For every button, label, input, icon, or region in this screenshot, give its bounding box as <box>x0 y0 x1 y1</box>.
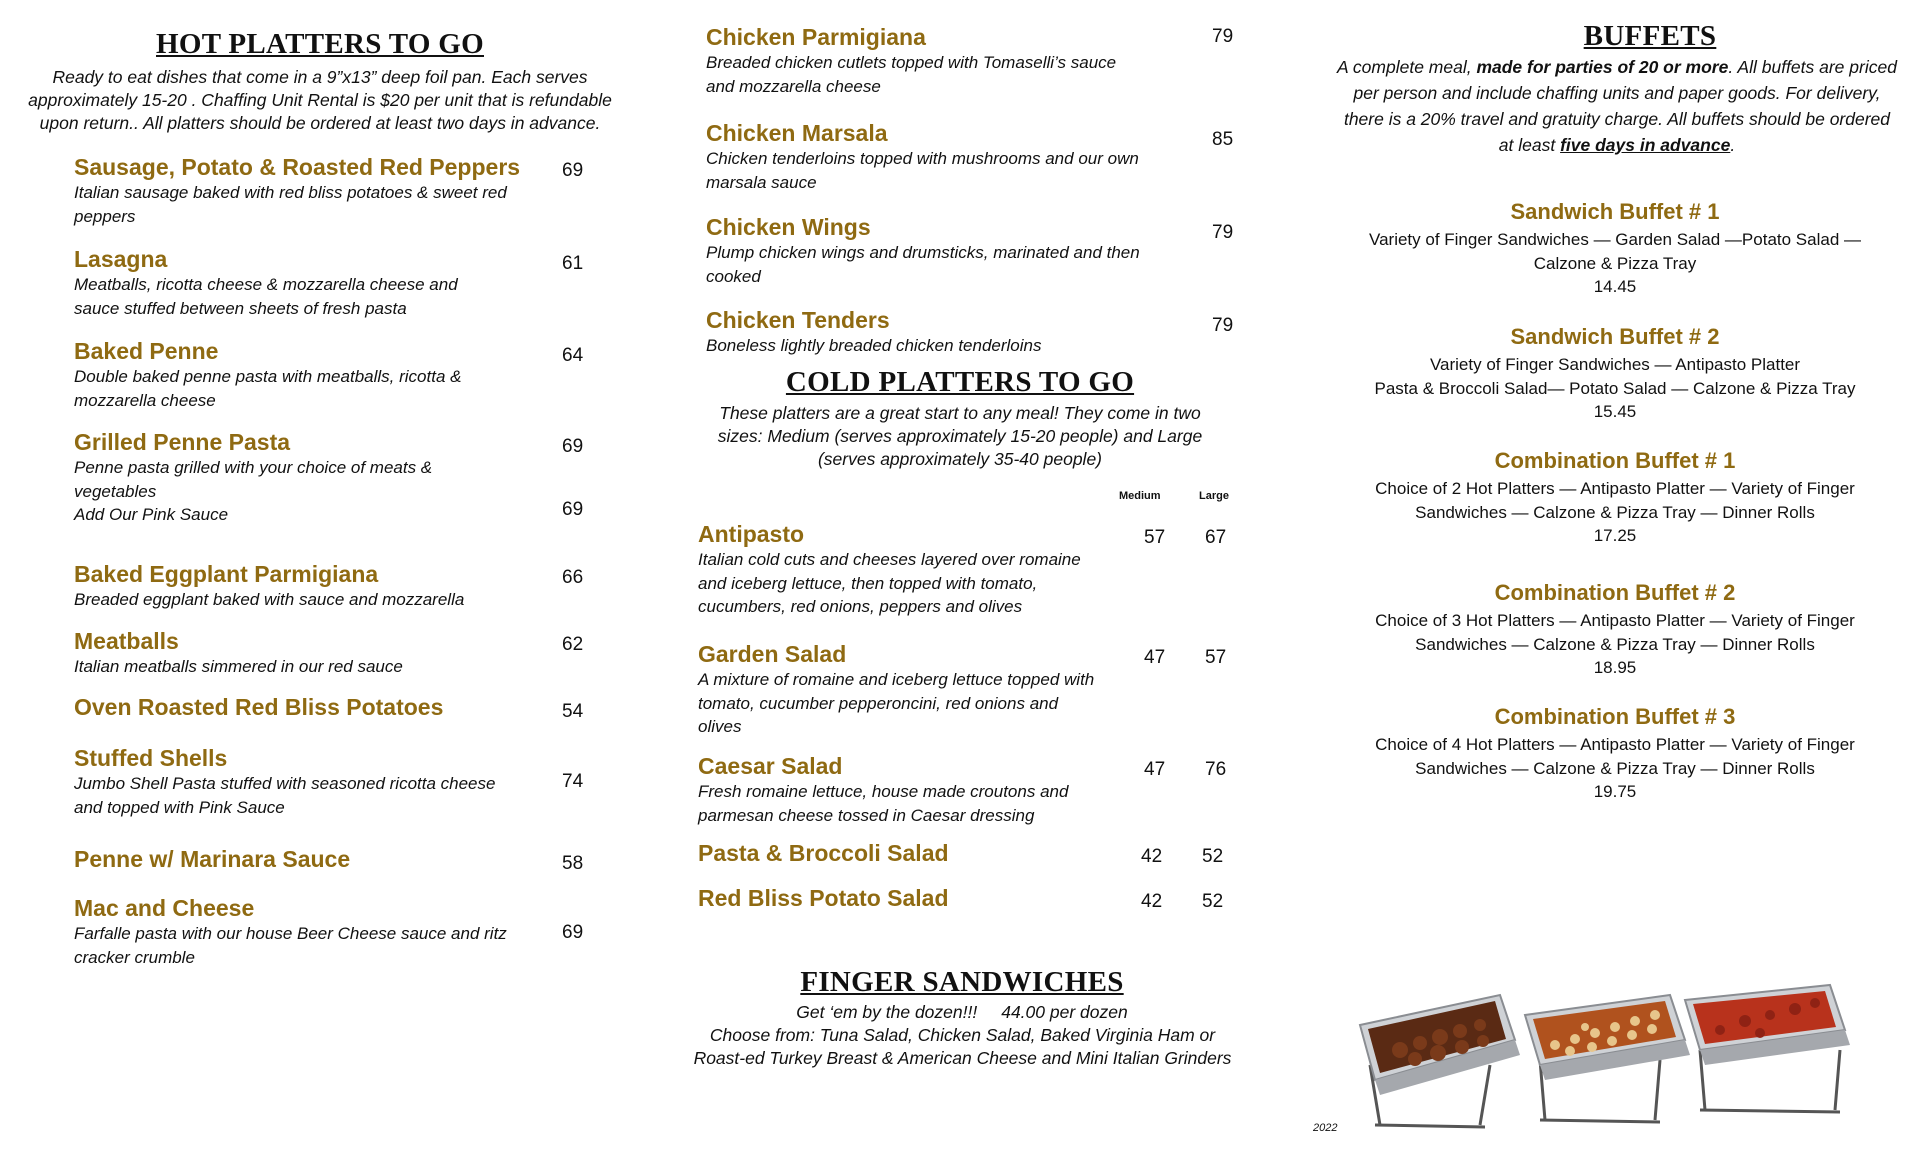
buffet-line: Pasta & Broccoli Salad— Potato Salad — Calzone & Pizza Tray <box>1374 378 1856 398</box>
buffet-name: Sandwich Buffet # 2 <box>1510 324 1720 349</box>
item-price: 79 <box>1212 315 1234 336</box>
buffets-intro-advance: five days in advance <box>1560 135 1731 155</box>
buffet-line: Choice of 4 Hot Platters — Antipasto Platter — Variety of Finger <box>1375 735 1855 754</box>
item-name: Chicken Marsala <box>706 120 888 146</box>
buffet-item <box>1315 324 1915 424</box>
column-header-large: Large <box>1199 490 1229 502</box>
buffet-item <box>1315 199 1915 299</box>
buffet-line: Variety of Finger Sandwiches — Garden Salad —Potato Salad — <box>1369 230 1861 249</box>
item-desc: Plump chicken wings and drumsticks, marinated and then cooked <box>706 243 1140 286</box>
item-price: 79 <box>1212 222 1234 243</box>
item-desc: Fresh romaine lettuce, house made croutons and parmesan cheese tossed in Caesar dressing <box>698 782 1069 825</box>
item-name: Garden Salad <box>698 641 847 667</box>
item-desc: Italian meatballs simmered in our red sauce <box>74 657 403 676</box>
item-desc: Penne pasta grilled with your choice of meats & vegetables <box>74 458 433 501</box>
finger-price: 44.00 per dozen <box>1001 1002 1128 1022</box>
item-name: Lasagna <box>74 246 168 272</box>
item-name: Red Bliss Potato Salad <box>698 885 949 911</box>
item-price-large: 76 <box>1205 759 1227 780</box>
item-price-large: 57 <box>1205 647 1227 668</box>
hot-item <box>74 846 554 873</box>
item-name: Chicken Parmigiana <box>706 24 926 50</box>
item-price: 69 <box>562 436 584 457</box>
item-price: 74 <box>562 771 584 792</box>
item-desc: Breaded eggplant baked with sauce and mozzarella <box>74 590 465 609</box>
buffet-line: Choice of 3 Hot Platters — Antipasto Platter — Variety of Finger <box>1375 611 1855 630</box>
item-price-medium: 42 <box>1141 846 1163 867</box>
finger-sandwiches-choices: Choose from: Tuna Salad, Chicken Salad, Baked Virginia Ham or Roast-ed Turkey Breast & American Cheese and Mini Italian Grinders <box>693 1025 1232 1068</box>
buffet-line: Variety of Finger Sandwiches — Antipasto Platter <box>1429 355 1801 374</box>
buffets-intro-a: A complete meal, <box>1337 57 1477 77</box>
item-name: Sausage, Potato & Roasted Red Peppers <box>74 154 521 180</box>
item-price-medium: 47 <box>1144 759 1166 780</box>
item-price: 62 <box>562 634 584 655</box>
hot-item <box>74 628 554 679</box>
item-price: 79 <box>1212 26 1234 47</box>
buffets-intro-e: . <box>1730 135 1736 155</box>
cold-platters-title: COLD PLATTERS TO GO <box>785 366 1135 398</box>
buffet-line: Choice of 2 Hot Platters — Antipasto Platter — Variety of Finger <box>1375 479 1855 498</box>
year-label: 2022 <box>1313 1122 1338 1134</box>
item-desc: Italian sausage baked with red bliss potatoes & sweet red peppers <box>74 183 507 226</box>
buffet-line: Calzone & Pizza Tray <box>1533 253 1697 273</box>
item-price-large: 67 <box>1205 527 1227 548</box>
hot-item <box>706 24 1146 98</box>
item-desc: Meatballs, ricotta cheese & mozzarella cheese and sauce stuffed between sheets of fresh pasta <box>74 275 458 318</box>
item-price: 58 <box>562 853 584 874</box>
item-price: 54 <box>562 701 584 722</box>
buffet-name: Combination Buffet # 1 <box>1494 448 1736 473</box>
buffet-line: Sandwiches — Calzone & Pizza Tray — Dinner Rolls <box>1415 502 1815 522</box>
item-desc: Jumbo Shell Pasta stuffed with seasoned ricotta cheese and topped with Pink Sauce <box>74 774 496 817</box>
hot-item <box>74 561 554 612</box>
item-price-medium: 57 <box>1144 527 1166 548</box>
item-price-large: 52 <box>1202 846 1224 867</box>
finger-offer: Get ‘em by the dozen!!! <box>796 1002 978 1022</box>
cold-item <box>698 840 1098 867</box>
buffets-intro-party-size: made for parties of 20 or more <box>1476 57 1729 77</box>
item-price: 64 <box>562 345 584 366</box>
item-desc: Farfalle pasta with our house Beer Cheese sauce and ritz cracker crumble <box>74 924 507 967</box>
item-name: Meatballs <box>74 628 179 654</box>
item-name: Baked Penne <box>74 338 219 364</box>
cold-item <box>698 521 1098 619</box>
hot-item <box>706 307 1146 358</box>
item-price: 85 <box>1212 129 1234 150</box>
column-header-medium: Medium <box>1119 490 1161 502</box>
item-desc: Breaded chicken cutlets topped with Tomaselli’s sauce and mozzarella cheese <box>706 53 1117 96</box>
item-desc: Double baked penne pasta with meatballs, ricotta & mozzarella cheese <box>74 367 462 410</box>
cold-platters-intro: These platters are a great start to any meal! They come in two sizes: Medium (serves approximately 15-20 people) and Large (serves approximately 35-40 people) <box>717 403 1203 469</box>
item-name: Antipasto <box>698 521 805 547</box>
cold-item <box>698 885 1098 912</box>
buffet-price: 17.25 <box>1593 526 1637 545</box>
buffet-price: 18.95 <box>1593 658 1637 677</box>
hot-item <box>74 154 534 228</box>
item-desc-addon: Add Our Pink Sauce <box>74 505 229 524</box>
hot-item <box>706 214 1146 288</box>
hot-platters-title: HOT PLATTERS TO GO <box>156 28 484 60</box>
item-name: Caesar Salad <box>698 753 843 779</box>
finger-sandwiches-line1 <box>662 1001 1262 1024</box>
item-name: Chicken Tenders <box>706 307 890 333</box>
buffet-line: Sandwiches — Calzone & Pizza Tray — Dinner Rolls <box>1415 758 1815 778</box>
buffet-price: 14.45 <box>1593 277 1637 296</box>
item-name: Chicken Wings <box>706 214 871 240</box>
hot-platters-intro: Ready to eat dishes that come in a 9”x13” deep foil pan. Each serves approximately 15-20 . Chaffing Unit Rental is $20 per unit that is refundable upon return.. All platters should be ordered at least two days in advance. <box>28 67 612 133</box>
buffet-item <box>1315 580 1915 680</box>
hot-item <box>74 338 504 412</box>
buffet-item <box>1315 704 1915 804</box>
item-name: Pasta & Broccoli Salad <box>698 840 949 866</box>
item-desc: Italian cold cuts and cheeses layered over romaine and iceberg lettuce, then topped with tomato, cucumbers, red onions, peppers and olives <box>698 550 1081 616</box>
buffet-price: 19.75 <box>1593 782 1637 801</box>
item-name: Grilled Penne Pasta <box>74 429 291 455</box>
item-price: 69 <box>562 160 584 181</box>
hot-item <box>74 246 504 320</box>
item-price-large: 52 <box>1202 891 1224 912</box>
buffet-item <box>1315 448 1915 548</box>
item-desc: Boneless lightly breaded chicken tenderloins <box>706 336 1042 355</box>
buffet-price: 15.45 <box>1593 402 1637 421</box>
cold-item <box>698 753 1098 827</box>
item-price: 66 <box>562 567 584 588</box>
hot-item <box>74 429 474 527</box>
item-price-medium: 42 <box>1141 891 1163 912</box>
item-price: 61 <box>562 253 584 274</box>
buffets-intro-c: . All buffets are priced per person and include chaffing units and paper goods. For delivery, there is a 20% travel and gratuity charge. All buffets should be ordered at least <box>1343 57 1897 155</box>
item-price-medium: 47 <box>1144 647 1166 668</box>
item-desc: Chicken tenderloins topped with mushrooms and our own marsala sauce <box>706 149 1139 192</box>
item-price: 69 <box>562 922 584 943</box>
finger-sandwiches-title: FINGER SANDWICHES <box>800 966 1124 998</box>
buffets-intro <box>1337 54 1897 158</box>
hot-item <box>74 745 514 819</box>
hot-item <box>706 120 1146 194</box>
buffet-name: Combination Buffet # 2 <box>1494 580 1736 605</box>
item-price-addon: 69 <box>562 499 584 520</box>
buffets-title: BUFFETS <box>1583 20 1717 52</box>
item-desc: A mixture of romaine and iceberg lettuce topped with tomato, cucumber pepperoncini, red onions and olives <box>698 670 1095 736</box>
chafing-dishes-illustration <box>1340 955 1900 1140</box>
buffet-name: Sandwich Buffet # 1 <box>1510 199 1720 224</box>
buffet-name: Combination Buffet # 3 <box>1494 704 1736 729</box>
item-name: Oven Roasted Red Bliss Potatoes <box>74 694 444 720</box>
item-name: Stuffed Shells <box>74 745 228 771</box>
item-name: Penne w/ Marinara Sauce <box>74 846 351 872</box>
buffet-line: Sandwiches — Calzone & Pizza Tray — Dinner Rolls <box>1415 634 1815 654</box>
item-name: Baked Eggplant Parmigiana <box>74 561 379 587</box>
item-name: Mac and Cheese <box>74 895 255 921</box>
hot-item <box>74 895 534 969</box>
cold-item <box>698 641 1098 739</box>
hot-item <box>74 694 554 721</box>
